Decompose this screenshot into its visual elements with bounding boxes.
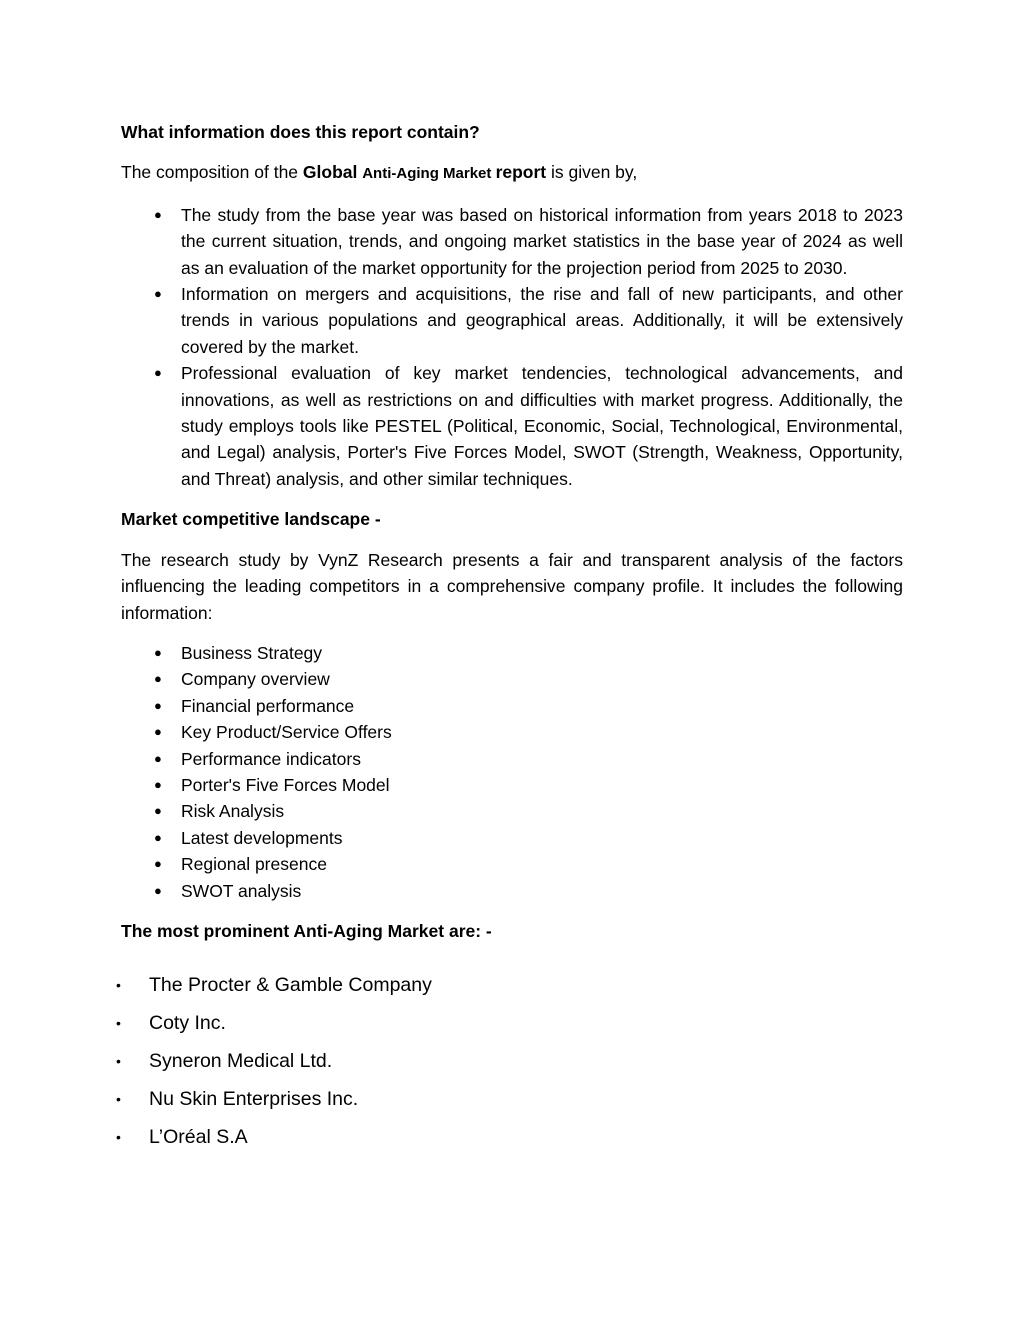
bullet-icon: ● bbox=[154, 286, 162, 302]
list-item bbox=[121, 640, 903, 666]
list-item-text: Porter's Five Forces Model bbox=[181, 774, 390, 795]
list-item-text: Performance indicators bbox=[181, 748, 361, 769]
intro-prefix: The composition of the bbox=[121, 162, 303, 183]
list-item bbox=[121, 719, 903, 745]
section-heading-report-contents: What information does this report contain? bbox=[121, 122, 480, 142]
intro-paragraph bbox=[121, 159, 903, 187]
company-name: Coty Inc. bbox=[149, 1012, 226, 1035]
list-item-text: Financial performance bbox=[181, 695, 355, 716]
company-name: Nu Skin Enterprises Inc. bbox=[149, 1088, 359, 1111]
list-item-text: Risk Analysis bbox=[181, 801, 285, 822]
list-item-text: Latest developments bbox=[181, 827, 343, 848]
intro-bold-report: report bbox=[495, 162, 547, 183]
bullet-icon: ● bbox=[154, 829, 162, 845]
list-item-text: Business Strategy bbox=[181, 642, 323, 663]
bullet-icon: • bbox=[116, 1129, 121, 1146]
list-item-text: Regional presence bbox=[181, 854, 327, 875]
bullet-icon: ● bbox=[154, 724, 162, 740]
list-item bbox=[121, 693, 903, 719]
list-item-text: Company overview bbox=[181, 669, 330, 690]
company-name: The Procter & Gamble Company bbox=[149, 974, 432, 997]
intro-bold-global: Global bbox=[302, 162, 363, 183]
bullet-icon: ● bbox=[154, 750, 162, 766]
list-item bbox=[121, 798, 903, 824]
list-item-text: Information on mergers and acquisitions, the rise and fall of new participants, and other trends in various populations and geographical areas. Additionally, it will be extensively covered by the market. bbox=[181, 284, 903, 357]
company-name: Syneron Medical Ltd. bbox=[149, 1050, 333, 1073]
list-item-text: SWOT analysis bbox=[181, 880, 302, 901]
list-item bbox=[121, 360, 903, 492]
section-heading-prominent-companies: The most prominent Anti-Aging Market are: - bbox=[121, 920, 492, 941]
profile-info-list bbox=[121, 640, 903, 904]
bullet-icon: • bbox=[116, 1053, 121, 1070]
company-item bbox=[116, 1004, 903, 1042]
bullet-icon: • bbox=[116, 977, 121, 994]
list-item-text: Key Product/Service Offers bbox=[181, 722, 392, 743]
list-item bbox=[121, 851, 903, 877]
bullet-icon: ● bbox=[154, 776, 162, 792]
bullet-icon: ● bbox=[154, 365, 162, 381]
bullet-icon: ● bbox=[154, 697, 162, 713]
company-item bbox=[116, 1080, 903, 1118]
list-item bbox=[121, 878, 903, 904]
intro-suffix: is given by, bbox=[546, 162, 638, 183]
bullet-icon: ● bbox=[154, 856, 162, 872]
landscape-paragraph: The research study by VynZ Research presents a fair and transparent analysis of the factors influencing the leading competitors in a comprehensive company profile. It includes the following information: bbox=[121, 549, 903, 623]
company-item bbox=[116, 966, 903, 1004]
company-list bbox=[116, 966, 903, 1156]
list-item bbox=[121, 666, 903, 692]
list-item-text: Professional evaluation of key market tendencies, technological advancements, and innovations, as well as restrictions on and difficulties with market progress. Additionally, the study employs tools like PESTEL (Political, Economic, Social, Technological, Environmental, and Legal) analysis, Porter's Five Forces Model, SWOT (Strength, Weakness, Opportunity, and Threat) analysis, and other similar techniques. bbox=[181, 363, 903, 489]
bullet-icon: ● bbox=[154, 206, 162, 222]
list-item bbox=[121, 772, 903, 798]
bullet-icon: • bbox=[116, 1015, 121, 1032]
bullet-icon: ● bbox=[154, 882, 162, 898]
list-item-text: The study from the base year was based on historical information from years 2018 to 2023 the current situation, trends, and ongoing market statistics in the base year of 2024 as well as an evaluation of the market opportunity for the projection period from 2025 to 2030. bbox=[181, 204, 903, 278]
intro-bold-market: Anti-Aging Market bbox=[362, 165, 496, 183]
bullet-icon: ● bbox=[154, 671, 162, 687]
section-heading-competitive-landscape: Market competitive landscape - bbox=[121, 509, 381, 530]
report-contents-list bbox=[121, 202, 903, 492]
list-item bbox=[121, 746, 903, 772]
bullet-icon: ● bbox=[154, 803, 162, 819]
bullet-icon: ● bbox=[154, 644, 162, 660]
company-name: L’Oréal S.A bbox=[149, 1126, 248, 1149]
document-body bbox=[116, 119, 903, 1156]
company-item bbox=[116, 1118, 903, 1156]
list-item bbox=[121, 202, 903, 281]
company-item bbox=[116, 1042, 903, 1080]
bullet-icon: • bbox=[116, 1091, 121, 1108]
list-item bbox=[121, 825, 903, 851]
list-item bbox=[121, 281, 903, 360]
